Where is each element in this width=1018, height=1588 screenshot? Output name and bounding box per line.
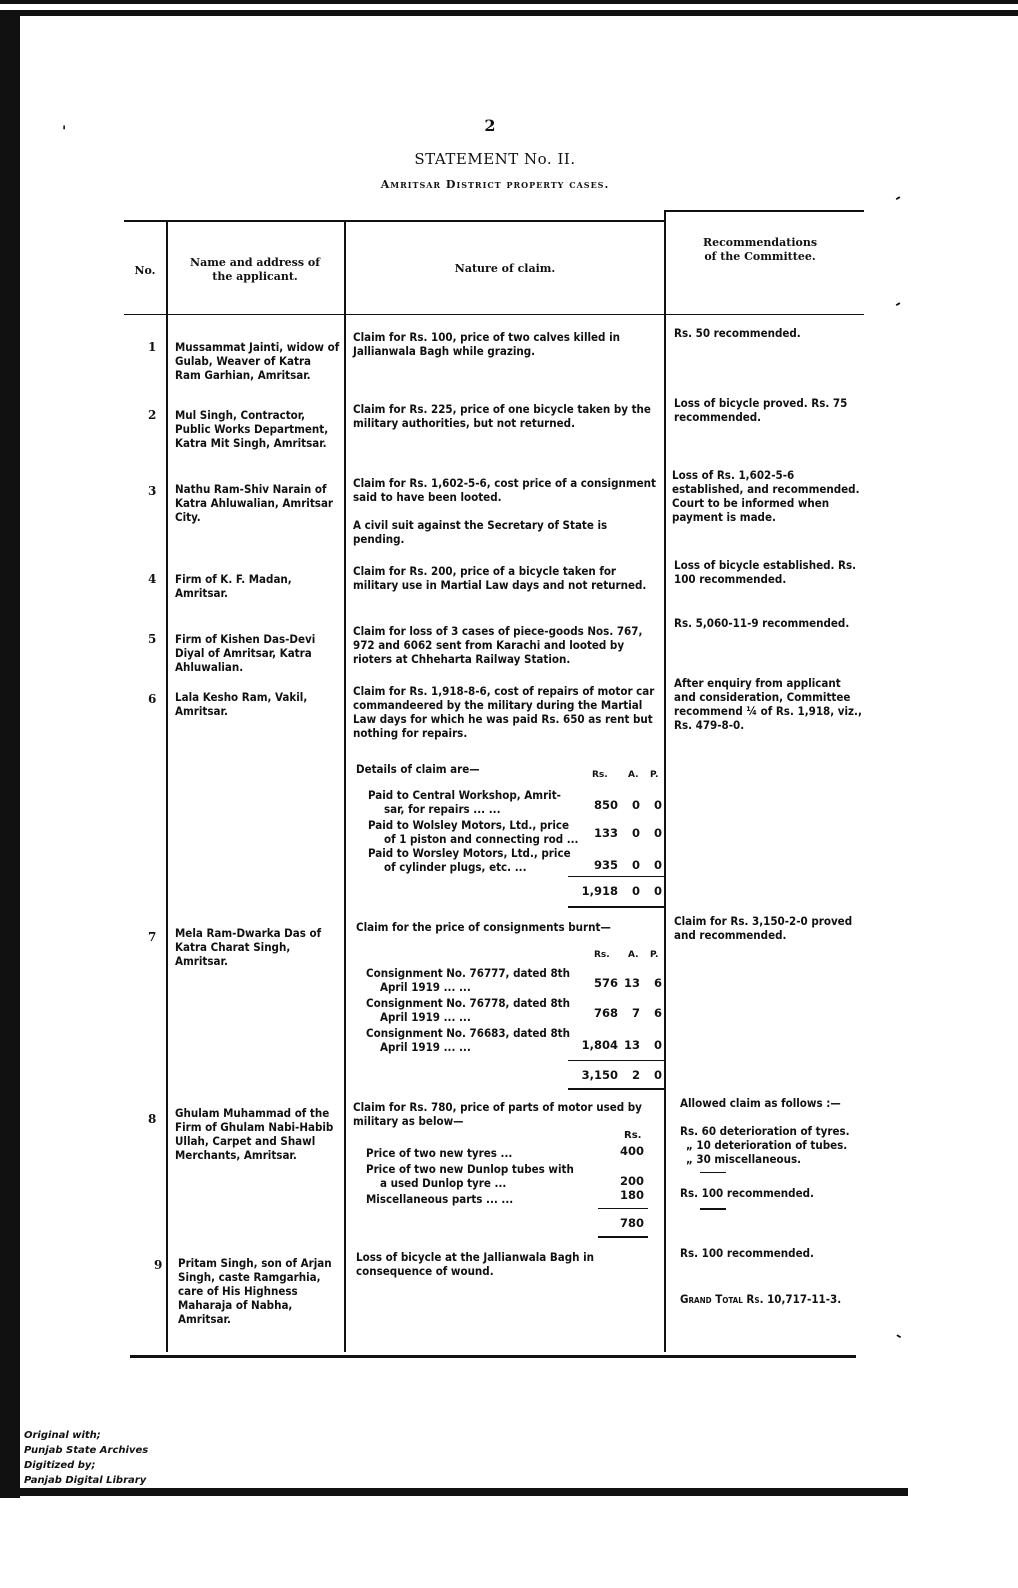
archive-credit (24, 1428, 148, 1488)
row-8-rec-rule (700, 1172, 726, 1173)
scan-border-top-inner (0, 10, 1018, 16)
row-8-name: Ghulam Muhammad of the Firm of Ghulam Nabi-Habib Ullah, Carpet and Shawl Merchants, Amritsar. (175, 1106, 334, 1162)
scan-border-top (0, 0, 1018, 4)
row-7-item-3-line1: Consignment No. 76683, dated 8th (366, 1026, 570, 1040)
row-1-no: 1 (148, 340, 157, 354)
row-7-item-2-line2: April 1919 ... ... (380, 1010, 471, 1024)
row-8-rec-line-3: „ 30 miscellaneous. (686, 1152, 802, 1166)
grand-total: Grand Total Rs. 10,717-11-3. (680, 1292, 842, 1306)
credit-line-2: Punjab State Archives (24, 1445, 149, 1456)
row-6-details-title: Details of claim are— (356, 762, 480, 776)
row-3-claim: Claim for Rs. 1,602-5-6, cost price of a consignment said to have been looted. (353, 476, 656, 504)
col-divider-1 (166, 222, 168, 1352)
row-7-item-3-rs: 1,804 (581, 1038, 618, 1052)
credit-line-1: Original with; (24, 1430, 101, 1441)
row-8-item-3-line1: Miscellaneous parts ... ... (366, 1192, 514, 1206)
row-6-item-2-rs: 133 (593, 826, 618, 840)
row-6-name: Lala Kesho Ram, Vakil, Amritsar. (175, 690, 308, 718)
row-7-col-rs: Rs. (594, 950, 610, 960)
row-8-item-1-rs: 400 (619, 1144, 644, 1158)
row-8-item-2-line2: a used Dunlop tyre ... (380, 1176, 507, 1190)
row-7-item-2-p: 6 (653, 1006, 662, 1020)
row-4-rec: Loss of bicycle established. Rs. 100 recommended. (674, 558, 857, 586)
row-6-sum-rule (568, 876, 664, 877)
row-2-name: Mul Singh, Contractor, Public Works Department, Katra Mit Singh, Amritsar. (175, 408, 329, 450)
row-7-item-1-p: 6 (653, 976, 662, 990)
header-no: No. (134, 264, 156, 277)
scan-speck: ' (62, 124, 67, 140)
header-bottom-rule (124, 314, 864, 315)
credit-line-4: Panjab Digital Library (24, 1475, 147, 1486)
row-7-name: Mela Ram-Dwarka Das of Katra Charat Singh, Amritsar. (175, 926, 322, 968)
row-8-item-2-line1: Price of two new Dunlop tubes with (366, 1162, 574, 1176)
row-3-name: Nathu Ram-Shiv Narain of Katra Ahluwalian, Amritsar City. (175, 482, 334, 524)
row-5-claim: Claim for loss of 3 cases of piece-goods Nos. 767, 972 and 6062 sent from Karachi and looted by rioters at Chheharta Railway Station. (353, 624, 643, 666)
row-7-total-p: 0 (653, 1068, 662, 1082)
credit-line-3: Digitized by; (24, 1460, 96, 1471)
scan-speck: - (892, 1327, 906, 1345)
row-1-claim: Claim for Rs. 100, price of two calves killed in Jallianwala Bagh while grazing. (353, 330, 620, 358)
row-1-rec: Rs. 50 recommended. (674, 326, 801, 340)
row-2-claim: Claim for Rs. 225, price of one bicycle taken by the military authorities, but not returned. (353, 402, 651, 430)
row-7-item-2-a: 7 (631, 1006, 640, 1020)
row-8-no: 8 (148, 1112, 157, 1126)
row-6-item-3-rs: 935 (593, 858, 618, 872)
row-6-col-p: P. (650, 770, 659, 780)
row-6-item-3-line2: of cylinder plugs, etc. ... (384, 860, 527, 874)
row-2-rec: Loss of bicycle proved. Rs. 75 recommended. (674, 396, 848, 424)
row-9-name: Pritam Singh, son of Arjan Singh, caste Ramgarhia, care of His Highness Maharaja of Nabha, Amritsar. (178, 1256, 332, 1326)
row-7-rec: Claim for Rs. 3,150-2-0 proved and recommended. (674, 914, 853, 942)
row-8-rec-total: Rs. 100 recommended. (680, 1186, 814, 1200)
row-5-rec: Rs. 5,060-11-9 recommended. (674, 616, 850, 630)
row-6-claim: Claim for Rs. 1,918-8-6, cost of repairs of motor car commandeered by the military during the Martial Law days for which he was paid Rs. 650 as rent but nothing for repairs. (353, 684, 655, 740)
scan-border-left (0, 14, 20, 1498)
row-7-item-3-p: 0 (653, 1038, 662, 1052)
table-bottom-rule (130, 1355, 856, 1358)
header-recommendations: Recommendations of the Committee. (702, 236, 818, 263)
row-8-claim: Claim for Rs. 780, price of parts of motor used by military as below— (353, 1100, 642, 1128)
row-7-item-1-line1: Consignment No. 76777, dated 8th (366, 966, 570, 980)
row-6-item-3-p: 0 (653, 858, 662, 872)
row-6-item-1-rs: 850 (593, 798, 618, 812)
row-6-item-1-line1: Paid to Central Workshop, Amrit- (368, 788, 561, 802)
table-top-rule-right (664, 210, 864, 212)
header-claim: Nature of claim. (454, 262, 556, 275)
row-3-claim-note: A civil suit against the Secretary of State is pending. (353, 518, 608, 546)
row-8-rec-line-2: „ 10 deterioration of tubes. (686, 1138, 848, 1152)
row-4-no: 4 (148, 572, 157, 586)
row-8-total-rule (598, 1236, 648, 1238)
row-6-rec: After enquiry from applicant and consideration, Committee recommend ¼ of Rs. 1,918, viz., Rs. 479-8-0. (674, 676, 862, 732)
row-6-total-a: 0 (631, 884, 640, 898)
row-8-item-2-rs: 200 (619, 1174, 644, 1188)
row-7-claim: Claim for the price of consignments burnt— (356, 920, 611, 934)
row-7-total-rule (568, 1088, 664, 1090)
row-7-item-1-a: 13 (623, 976, 640, 990)
row-5-name: Firm of Kishen Das-Devi Diyal of Amritsar, Katra Ahluwalian. (175, 632, 316, 674)
row-8-rec-total-rule (700, 1208, 726, 1210)
row-6-item-2-p: 0 (653, 826, 662, 840)
row-6-item-2-line2: of 1 piston and connecting rod ... (384, 832, 579, 846)
row-8-item-1-line1: Price of two new tyres ... (366, 1146, 513, 1160)
row-7-item-2-line1: Consignment No. 76778, dated 8th (366, 996, 570, 1010)
row-6-item-3-a: 0 (631, 858, 640, 872)
row-7-col-a: A. (628, 950, 639, 960)
col-divider-2 (344, 222, 346, 1352)
row-9-no: 9 (154, 1258, 163, 1272)
col-divider-3 (664, 210, 666, 1352)
row-6-col-rs: Rs. (592, 770, 608, 780)
row-7-item-1-line2: April 1919 ... ... (380, 980, 471, 994)
row-5-no: 5 (148, 632, 157, 646)
statement-title: STATEMENT No. II. (414, 150, 576, 168)
header-name: Name and address of the applicant. (190, 256, 320, 283)
row-6-no: 6 (148, 692, 157, 706)
row-7-item-2-rs: 768 (593, 1006, 618, 1020)
row-8-rec: Allowed claim as follows :— (680, 1096, 841, 1110)
row-7-total-rs: 3,150 (581, 1068, 618, 1082)
row-8-item-3-rs: 180 (619, 1188, 644, 1202)
row-4-name: Firm of K. F. Madan, Amritsar. (175, 572, 292, 600)
row-3-no: 3 (148, 484, 157, 498)
row-7-sum-rule (568, 1060, 664, 1061)
row-6-item-1-a: 0 (631, 798, 640, 812)
table-top-rule (124, 220, 664, 222)
row-9-claim: Loss of bicycle at the Jallianwala Bagh in consequence of wound. (356, 1250, 595, 1278)
row-7-item-3-a: 13 (623, 1038, 640, 1052)
row-7-item-3-line2: April 1919 ... ... (380, 1040, 471, 1054)
row-7-no: 7 (148, 930, 157, 944)
row-3-rec: Loss of Rs. 1,602-5-6 established, and recommended. Court to be informed when payment is made. (672, 468, 860, 524)
row-4-claim: Claim for Rs. 200, price of a bicycle taken for military use in Martial Law days and not returned. (353, 564, 647, 592)
row-7-total-a: 2 (631, 1068, 640, 1082)
row-7-col-p: P. (650, 950, 659, 960)
row-8-col-rs: Rs. (624, 1130, 642, 1141)
row-6-col-a: A. (628, 770, 639, 780)
row-6-item-2-a: 0 (631, 826, 640, 840)
row-9-rec: Rs. 100 recommended. (680, 1246, 814, 1260)
scan-border-bottom (20, 1488, 908, 1496)
row-7-item-1-rs: 576 (593, 976, 618, 990)
row-1-name: Mussammat Jainti, widow of Gulab, Weaver of Katra Ram Garhian, Amritsar. (175, 340, 340, 382)
row-8-rec-line-1: Rs. 60 deterioration of tyres. (680, 1124, 850, 1138)
row-6-total-p: 0 (653, 884, 662, 898)
row-6-item-1-p: 0 (653, 798, 662, 812)
row-8-total: 780 (619, 1216, 644, 1230)
row-6-item-1-line2: sar, for repairs ... ... (384, 802, 501, 816)
row-6-item-3-line1: Paid to Worsley Motors, Ltd., price (368, 846, 571, 860)
row-6-total-rule (568, 906, 664, 908)
row-8-sum-rule (598, 1208, 648, 1209)
statement-subtitle: Amritsar District property cases. (380, 178, 610, 191)
row-6-item-2-line1: Paid to Wolsley Motors, Ltd., price (368, 818, 570, 832)
scan-speck: - (891, 295, 905, 313)
row-2-no: 2 (148, 408, 157, 422)
page-number: 2 (484, 116, 496, 135)
row-6-total-rs: 1,918 (581, 884, 618, 898)
scan-speck: - (891, 189, 905, 207)
